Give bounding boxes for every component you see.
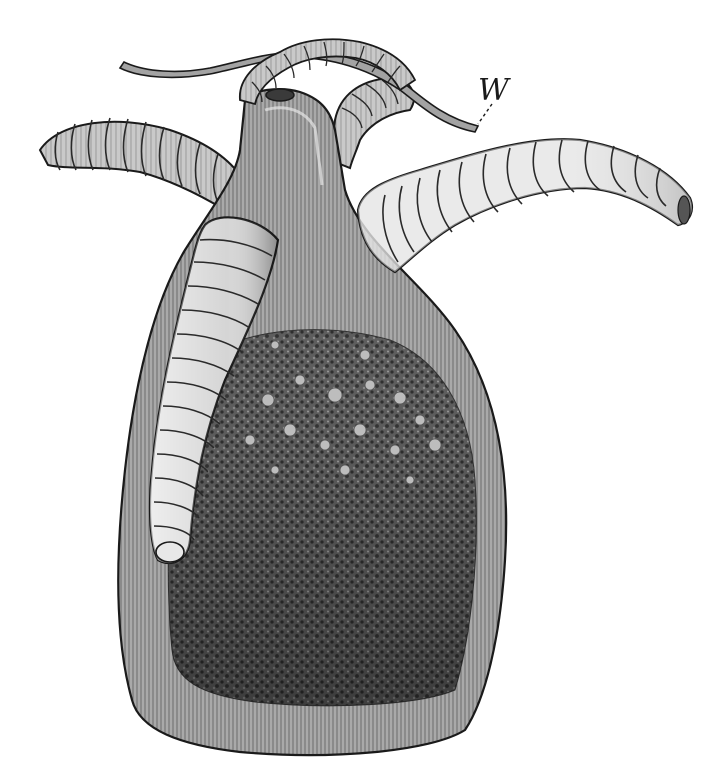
upper-left-tentacle [40,118,240,210]
svg-text:W: W [478,73,509,108]
figure-label-w [478,73,511,124]
right-tentacle [358,139,692,272]
